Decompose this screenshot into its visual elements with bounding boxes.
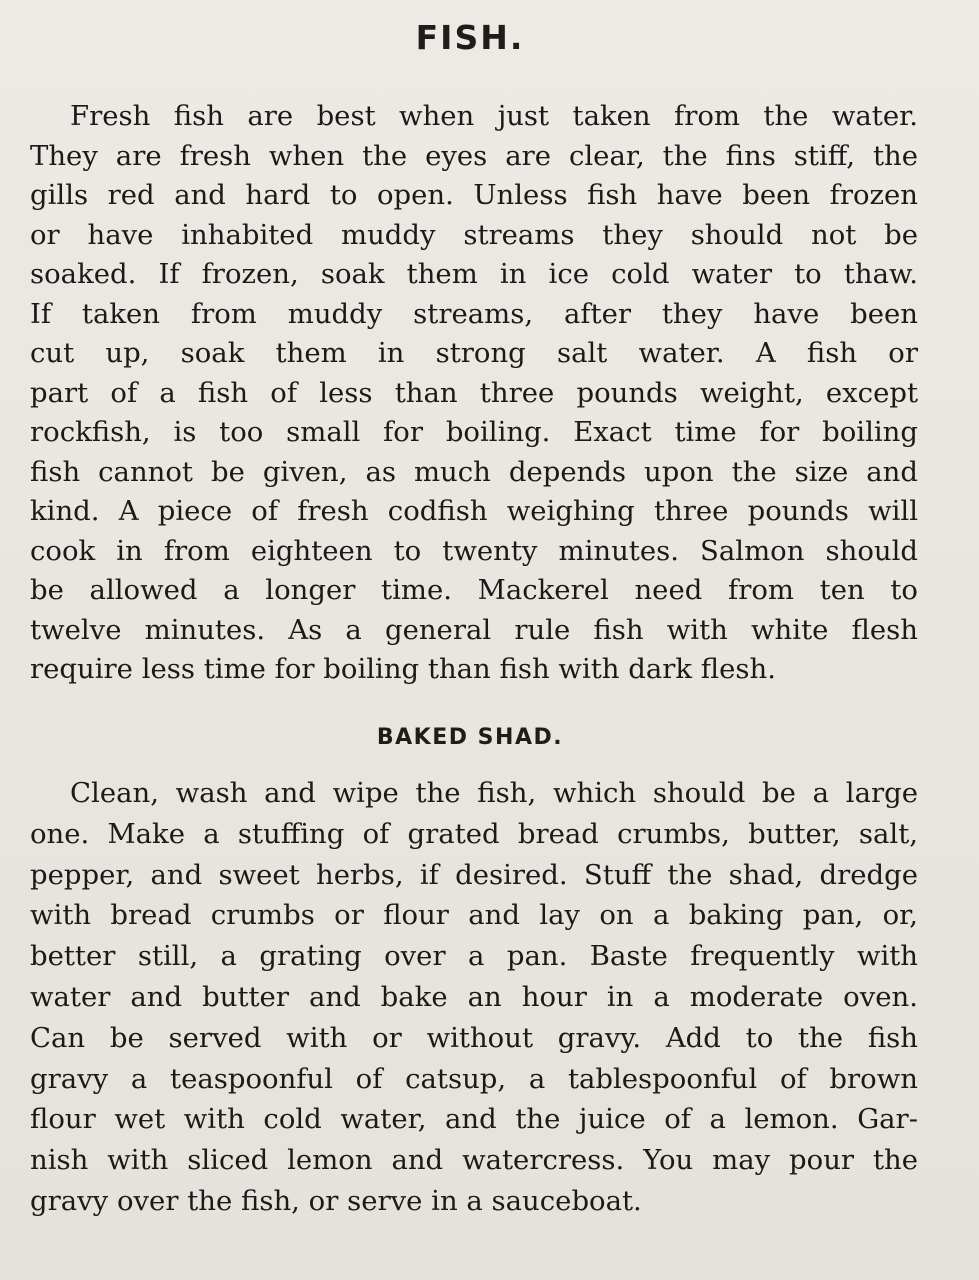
- chapter-title: FISH.: [415, 18, 525, 57]
- text-line: water and butter and bake an hour in a moderate oven.: [30, 980, 918, 1013]
- text-line: They are fresh when the eyes are clear, the fins stiff, the: [30, 139, 918, 172]
- text-line: If taken from muddy streams, after they have been: [30, 297, 918, 330]
- text-line: rockfish, is too small for boiling. Exact time for boiling: [30, 416, 918, 448]
- text-line: flour wet with cold water, and the juice of a lemon. Gar-: [30, 1103, 918, 1136]
- recipe-title: BAKED SHAD.: [376, 725, 564, 750]
- text-line: better still, a grating over a pan. Baste frequently with: [30, 940, 918, 973]
- text-line: require less time for boiling than fish with dark flesh.: [30, 653, 776, 685]
- text-line: Fresh fish are best when just taken from the water.: [70, 100, 918, 132]
- text-line: one. Make a stuffing of grated bread crumbs, butter, salt,: [30, 817, 918, 850]
- text-line: fish cannot be given, as much depends upon the size and: [30, 455, 918, 488]
- text-line: gravy a teaspoonful of catsup, a tablespoonful of brown: [30, 1062, 918, 1095]
- text-line: nish with sliced lemon and watercress. You may pour the: [30, 1144, 918, 1177]
- text-line: part of a fish of less than three pounds weight, except: [30, 376, 918, 409]
- text-line: cook in from eighteen to twenty minutes. Salmon should: [30, 534, 918, 567]
- text-line: Can be served with or without gravy. Add to the fish: [30, 1021, 918, 1054]
- recipe-paragraph: [30, 773, 918, 1222]
- text-line: gravy over the fish, or serve in a sauceboat.: [30, 1184, 642, 1217]
- text-line: Clean, wash and wipe the fish, which should be a large: [70, 777, 918, 809]
- text-line: or have inhabited muddy streams they should not be: [30, 218, 918, 251]
- text-line: be allowed a longer time. Mackerel need from ten to: [30, 574, 918, 606]
- text-line: cut up, soak them in strong salt water. A fish or: [30, 337, 918, 369]
- text-line: twelve minutes. As a general rule fish with white flesh: [30, 613, 918, 646]
- text-line: kind. A piece of fresh codfish weighing three pounds will: [30, 495, 918, 527]
- text-line: gills red and hard to open. Unless fish have been frozen: [30, 179, 918, 211]
- text-line: pepper, and sweet herbs, if desired. Stuff the shad, dredge: [30, 858, 918, 891]
- intro-paragraph: [30, 97, 918, 690]
- text-line: with bread crumbs or flour and lay on a baking pan, or,: [30, 899, 918, 932]
- text-line: soaked. If frozen, soak them in ice cold water to thaw.: [30, 258, 918, 290]
